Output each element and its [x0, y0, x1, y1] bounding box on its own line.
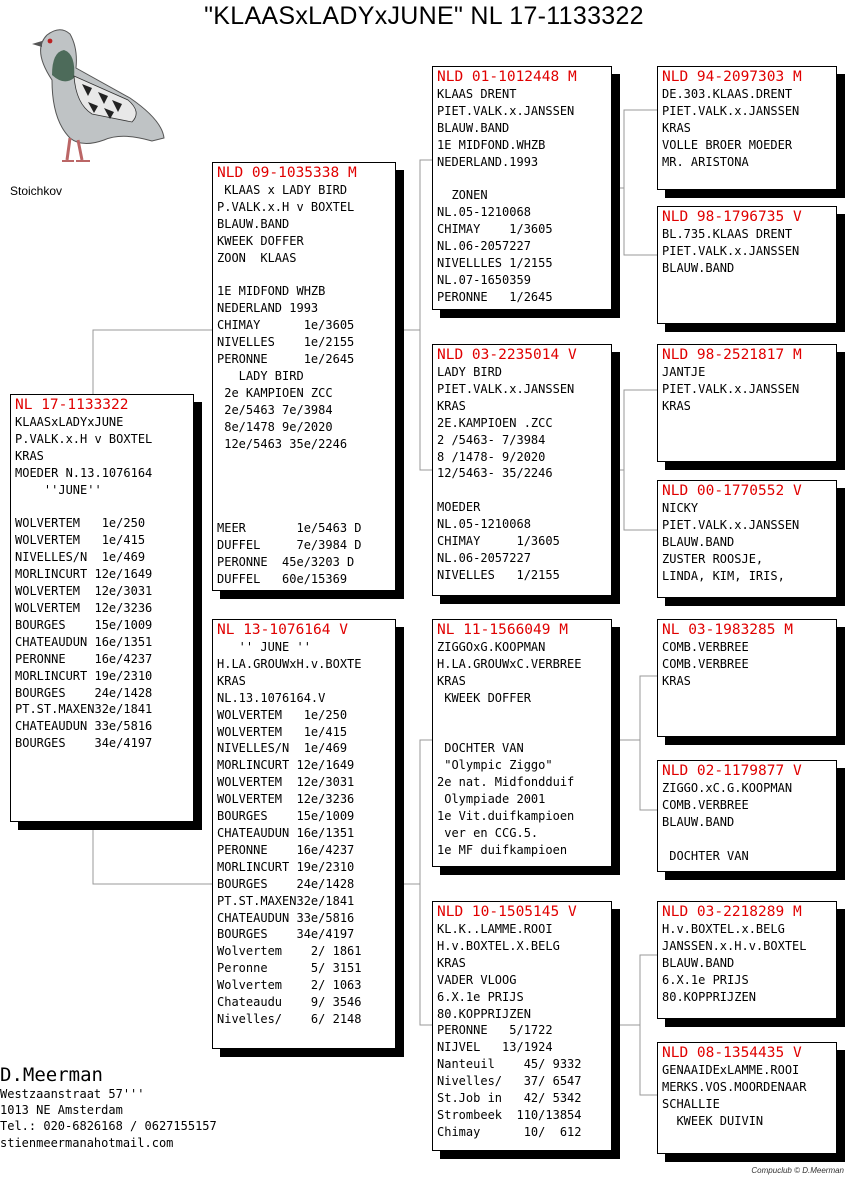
pedigree-line: PERONNE 1e/2645	[217, 352, 355, 367]
pedigree-line: PERONNE 16e/4237	[15, 651, 153, 666]
pedigree-line: MEER 1e/5463 D	[217, 521, 362, 536]
pedigree-line: BL.735.KLAAS DRENT	[662, 227, 793, 241]
pedigree-line: PT.ST.MAXEN32e/1841	[15, 702, 153, 717]
pedigree-line	[662, 831, 836, 848]
pedigree-line: ''JUNE''	[15, 482, 102, 497]
pedigree-box-ff	[432, 66, 612, 310]
ring-number: NLD 01-1012448 M	[437, 69, 577, 85]
ring-number: NLD 08-1354435 V	[662, 1045, 802, 1061]
pedigree-line: 1E MIDFOND.WHZB	[437, 137, 546, 152]
pedigree-line	[217, 453, 395, 470]
pedigree-line: WOLVERTEM 12e/3031	[15, 584, 153, 599]
pedigree-line: KRAS	[217, 673, 246, 688]
photo-caption: Stoichkov	[10, 184, 63, 198]
pedigree-line: MOEDER N.13.1076164	[15, 465, 153, 480]
pedigree-line: DOCHTER VAN	[662, 848, 749, 863]
pedigree-line	[15, 499, 193, 516]
pedigree-line: BOURGES 24e/1428	[15, 685, 153, 700]
pedigree-line: Strombeek 110/13854	[437, 1107, 582, 1122]
pedigree-box-mmf	[657, 901, 837, 1019]
pedigree-line: KRAS	[437, 398, 466, 413]
pedigree-line: KLAAS DRENT	[437, 87, 517, 101]
pedigree-line	[217, 503, 395, 520]
pedigree-line: KL.K..LAMME.ROOI	[437, 922, 553, 936]
pedigree-line: 6.X.1e PRIJS	[437, 989, 524, 1004]
pedigree-box-father	[212, 162, 396, 591]
pedigree-line: Wolvertem 2/ 1063	[217, 978, 362, 993]
pedigree-line: 6.X.1e PRIJS	[662, 972, 749, 987]
pedigree-line: BLAUW.BAND	[662, 260, 735, 275]
pedigree-line: Nivelles/ 6/ 2148	[217, 1011, 362, 1026]
pedigree-line: GENAAIDExLAMME.ROOI	[662, 1063, 800, 1077]
pedigree-line: LINDA, KIM, IRIS,	[662, 568, 785, 583]
pedigree-line: ver en CCG.5.	[437, 825, 539, 840]
pedigree-line: NIJVEL 13/1924	[437, 1040, 553, 1055]
pedigree-line: KRAS	[437, 955, 466, 970]
pedigree-line: BLAUW.BAND	[662, 814, 735, 829]
pedigree-line: NL.06-2057227	[437, 550, 531, 565]
pedigree-line: 80.KOPPRIJZEN	[437, 1006, 531, 1021]
pedigree-line: DUFFEL 60e/15369	[217, 571, 348, 586]
pedigree-line: WOLVERTEM 1e/250	[217, 707, 348, 722]
pedigree-line: BOURGES 15e/1009	[15, 617, 153, 632]
pedigree-line: PERONNE 1/2645	[437, 289, 553, 304]
pedigree-line: 1e Vit.duifkampioen	[437, 809, 575, 824]
pedigree-line: 2e nat. Midfondduif	[437, 775, 575, 790]
ring-number: NLD 00-1770552 V	[662, 483, 802, 499]
pedigree-line: H.v.BOXTEL.x.BELG	[662, 922, 785, 936]
pedigree-line: H.LA.GROUWxH.v.BOXTE	[217, 656, 362, 671]
pedigree-line: NL.06-2057227	[437, 239, 531, 254]
owner-line: stienmeermanahotmail.com	[0, 1135, 174, 1150]
pedigree-line: Chimay 10/ 612	[437, 1124, 582, 1139]
pedigree-line: ZUSTER ROOSJE,	[662, 551, 764, 566]
pedigree-line: PERONNE 45e/3203 D	[217, 554, 355, 569]
pedigree-title: "KLAASxLADYxJUNE" NL 17-1133322	[204, 2, 644, 30]
pedigree-line: KRAS	[662, 673, 691, 688]
pedigree-line	[437, 707, 611, 724]
pedigree-line: P.VALK.x.H v BOXTEL	[15, 431, 153, 446]
pedigree-line: WOLVERTEM 12e/3031	[217, 775, 355, 790]
pedigree-line: NIVELLLES 1/2155	[437, 256, 553, 271]
pedigree-line: 2e/5463 7e/3984	[217, 402, 333, 417]
ring-number: NLD 03-2218289 M	[662, 904, 802, 920]
pedigree-line: WOLVERTEM 12e/3236	[15, 600, 153, 615]
pedigree-line: JANTJE	[662, 365, 706, 379]
pedigree-line: KRAS	[437, 673, 466, 688]
ring-number: NLD 03-2235014 V	[437, 347, 577, 363]
pedigree-line: PIET.VALK.x.JANSSEN	[662, 517, 800, 532]
pedigree-line: H.v.BOXTEL.X.BELG	[437, 938, 560, 953]
pedigree-line: NL.05-1210068	[437, 517, 531, 532]
pedigree-line	[217, 486, 395, 503]
pedigree-line: Olympiade 2001	[437, 792, 546, 807]
pedigree-line	[437, 482, 611, 499]
pedigree-line: COMB.VERBREE	[662, 640, 749, 654]
pedigree-line: CHIMAY 1e/3605	[217, 318, 355, 333]
pedigree-line: Chateaudu 9/ 3546	[217, 995, 362, 1010]
pedigree-line: KRAS	[662, 120, 691, 135]
pedigree-box-ffm	[657, 206, 837, 324]
pedigree-line: MOEDER	[437, 500, 481, 515]
ring-number: NL 13-1076164 V	[217, 622, 348, 638]
pedigree-line: PIET.VALK.x.JANSSEN	[662, 243, 800, 258]
pedigree-line: DOCHTER VAN	[437, 741, 524, 756]
pedigree-line: NEDERLAND.1993	[437, 154, 539, 169]
pedigree-line: KLAAS x LADY BIRD	[217, 183, 348, 197]
pedigree-box-mmm	[657, 1042, 837, 1154]
ring-number: NLD 94-2097303 M	[662, 69, 802, 85]
pedigree-line: LADY BIRD	[217, 368, 304, 383]
pedigree-box-mother	[212, 619, 396, 1049]
pedigree-line: LADY BIRD	[437, 365, 503, 379]
pedigree-line: SCHALLIE	[662, 1096, 720, 1111]
pedigree-line: BLAUW.BAND	[662, 955, 735, 970]
pedigree-line: ZIGGO.xC.G.KOOPMAN	[662, 781, 793, 795]
pedigree-line: BLAUW.BAND	[662, 534, 735, 549]
pedigree-line: WOLVERTEM 1e/415	[15, 533, 146, 548]
pedigree-line: MORLINCURT 12e/1649	[217, 758, 355, 773]
ring-number: NL 17-1133322	[15, 397, 129, 413]
pedigree-line: NIVELLES/N 1e/469	[15, 550, 146, 565]
pedigree-line: KLAASxLADYxJUNE	[15, 415, 124, 429]
pedigree-line: NL.07-1650359	[437, 272, 531, 287]
pedigree-line: 12/5463- 35/2246	[437, 466, 553, 481]
pedigree-box-mm	[432, 901, 612, 1151]
pedigree-line: WOLVERTEM 1e/415	[217, 724, 348, 739]
pedigree-line: WOLVERTEM 1e/250	[15, 516, 146, 531]
pedigree-line: 2E.KAMPIOEN .ZCC	[437, 415, 553, 430]
pedigree-line: PIET.VALK.x.JANSSEN	[437, 381, 575, 396]
pedigree-line: MERKS.VOS.MOORDENAAR	[662, 1079, 807, 1094]
pedigree-line	[217, 267, 395, 284]
pedigree-line: H.LA.GROUWxC.VERBREE	[437, 656, 582, 671]
pedigree-line: PERONNE 5/1722	[437, 1023, 553, 1038]
pedigree-box-mfm	[657, 760, 837, 872]
pedigree-box-mff	[657, 619, 837, 737]
pedigree-line: PIET.VALK.x.JANSSEN	[662, 103, 800, 118]
pedigree-line: COMB.VERBREE	[662, 656, 749, 671]
pedigree-line: 8 /1478- 9/2020	[437, 449, 546, 464]
pedigree-line: NIVELLES 1/2155	[437, 567, 560, 582]
pedigree-line: NEDERLAND 1993	[217, 301, 319, 316]
pedigree-line: KRAS	[15, 448, 44, 463]
pedigree-line: BOURGES 34e/4197	[217, 927, 355, 942]
pedigree-line: WOLVERTEM 12e/3236	[217, 792, 355, 807]
owner-line: Westzaanstraat 57'''	[0, 1087, 145, 1101]
pedigree-box-fmm	[657, 480, 837, 598]
pedigree-line: NL.13.1076164.V	[217, 690, 326, 705]
pedigree-box-fmf	[657, 344, 837, 462]
pedigree-line: KWEEK DUIVIN	[662, 1113, 764, 1128]
pedigree-line: PERONNE 16e/4237	[217, 842, 355, 857]
pedigree-line: CHATEAUDUN 33e/5816	[15, 719, 153, 734]
pedigree-line: 8e/1478 9e/2020	[217, 419, 333, 434]
pedigree-line: NIVELLES 1e/2155	[217, 335, 355, 350]
pedigree-line	[217, 469, 395, 486]
pedigree-line: ZOON KLAAS	[217, 250, 297, 265]
pedigree-line: VADER VLOOG	[437, 972, 517, 987]
pedigree-line: ZIGGOxG.KOOPMAN	[437, 640, 546, 654]
pedigree-line: Nivelles/ 37/ 6547	[437, 1074, 582, 1089]
pedigree-line	[437, 171, 611, 188]
owner-name: D.Meerman	[0, 1064, 103, 1086]
pedigree-box-fm	[432, 344, 612, 596]
footer-credit: Compuclub © D.Meerman	[751, 1166, 844, 1175]
ring-number: NLD 98-1796735 V	[662, 209, 802, 225]
pedigree-line: '' JUNE ''	[217, 640, 311, 654]
pedigree-line: 12e/5463 35e/2246	[217, 436, 348, 451]
ring-number: NLD 09-1035338 M	[217, 165, 357, 181]
pedigree-line: NL.05-1210068	[437, 205, 531, 220]
pedigree-line: CHIMAY 1/3605	[437, 534, 560, 549]
pedigree-line: MR. ARISTONA	[662, 154, 749, 169]
pedigree-line: BLAUW.BAND	[217, 216, 290, 231]
pedigree-line: MORLINCURT 12e/1649	[15, 567, 153, 582]
owner-line: Tel.: 020-6826168 / 0627155157	[0, 1119, 217, 1134]
pedigree-box-subject	[10, 394, 194, 822]
pedigree-line: Wolvertem 2/ 1861	[217, 944, 362, 959]
pedigree-line: DE.303.KLAAS.DRENT	[662, 87, 793, 101]
pedigree-line: PT.ST.MAXEN32e/1841	[217, 893, 355, 908]
pedigree-line: Nanteuil 45/ 9332	[437, 1057, 582, 1072]
pedigree-line: Peronne 5/ 3151	[217, 961, 362, 976]
pedigree-line	[437, 724, 611, 741]
pedigree-box-mf	[432, 619, 612, 867]
pedigree-line: KRAS	[662, 398, 691, 413]
pedigree-line: P.VALK.x.H v BOXTEL	[217, 199, 355, 214]
pedigree-line: NICKY	[662, 501, 699, 515]
pedigree-line: NIVELLES/N 1e/469	[217, 741, 348, 756]
pedigree-line: BOURGES 34e/4197	[15, 736, 153, 751]
ring-number: NLD 10-1505145 V	[437, 904, 577, 920]
ring-number: NL 11-1566049 M	[437, 622, 568, 638]
pedigree-line: MORLINCURT 19e/2310	[15, 668, 153, 683]
pedigree-line: 2e KAMPIOEN ZCC	[217, 385, 333, 400]
pedigree-line: PIET.VALK.x.JANSSEN	[662, 381, 800, 396]
owner-line: 1013 NE Amsterdam	[0, 1103, 123, 1118]
pedigree-box-fff	[657, 66, 837, 190]
pedigree-line: "Olympic Ziggo"	[437, 758, 553, 773]
pedigree-line: CHATEAUDUN 33e/5816	[217, 910, 355, 925]
ring-number: NLD 02-1179877 V	[662, 763, 802, 779]
pedigree-line: ZONEN	[437, 188, 488, 203]
ring-number: NLD 98-2521817 M	[662, 347, 802, 363]
pedigree-line: CHATEAUDUN 16e/1351	[217, 825, 355, 840]
pedigree-line: PIET.VALK.x.JANSSEN	[437, 103, 575, 118]
pedigree-line: BOURGES 24e/1428	[217, 876, 355, 891]
pedigree-line: BOURGES 15e/1009	[217, 809, 355, 824]
owner-block	[0, 1064, 217, 1151]
pedigree-line: 1e MF duifkampioen	[437, 842, 568, 857]
pedigree-line: BLAUW.BAND	[437, 120, 510, 135]
pedigree-line: CHIMAY 1/3605	[437, 222, 553, 237]
pedigree-line: 1E MIDFOND WHZB	[217, 284, 326, 299]
pedigree-line: VOLLE BROER MOEDER	[662, 137, 793, 152]
pedigree-line: CHATEAUDUN 16e/1351	[15, 634, 153, 649]
pedigree-line: JANSSEN.x.H.v.BOXTEL	[662, 938, 807, 953]
pedigree-line: MORLINCURT 19e/2310	[217, 859, 355, 874]
pedigree-line: 2 /5463- 7/3984	[437, 432, 546, 447]
pedigree-line: DUFFEL 7e/3984 D	[217, 538, 362, 553]
ring-number: NL 03-1983285 M	[662, 622, 793, 638]
pedigree-line: KWEEK DOFFER	[437, 690, 531, 705]
pedigree-line: 80.KOPPRIJZEN	[662, 989, 756, 1004]
pedigree-line: St.Job in 42/ 5342	[437, 1091, 582, 1106]
pedigree-line: COMB.VERBREE	[662, 797, 749, 812]
pedigree-line: KWEEK DOFFER	[217, 233, 304, 248]
